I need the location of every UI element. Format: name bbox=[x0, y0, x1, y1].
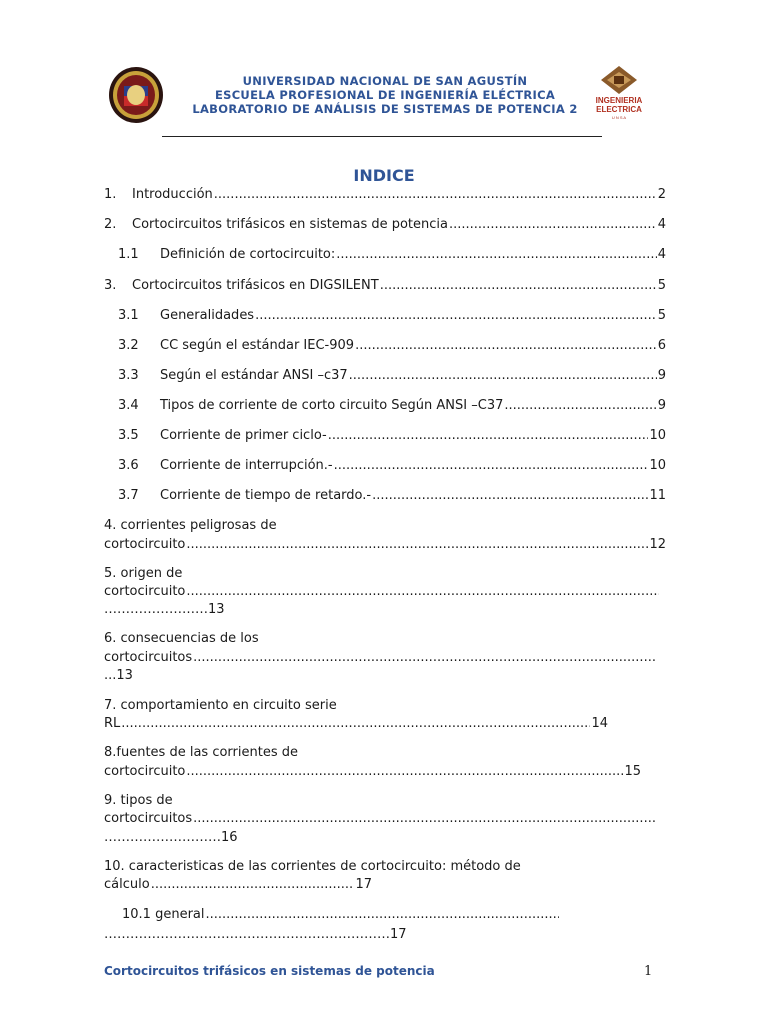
toc-entry-line2[interactable]: cortocircuitos ..... bbox=[104, 649, 656, 667]
toc-entry-line1[interactable]: 4. corrientes peligrosas de bbox=[104, 518, 277, 533]
university-seal-logo bbox=[108, 66, 164, 124]
toc-entry-line3[interactable]: ……………………13 bbox=[104, 602, 225, 617]
toc-entry-line1[interactable]: 10. caracteristicas de las corrientes de cortocircuito: método de bbox=[104, 859, 521, 874]
toc-entry[interactable]: 3.2 CC según el estándar IEC-909 ..... 6 bbox=[104, 337, 666, 355]
toc-entry-line2[interactable]: RL ..... 14 bbox=[104, 715, 608, 733]
toc-entry[interactable]: 3.7 Corriente de tiempo de retardo.- ..... 11 bbox=[104, 487, 666, 505]
toc-entry-line2[interactable]: cortocircuito ..... 15 bbox=[104, 763, 641, 781]
toc-entry-line1[interactable]: 10.1 general ..... bbox=[122, 906, 560, 924]
toc-entry[interactable]: 1. Introducción ..... 2 bbox=[104, 186, 666, 204]
header-divider bbox=[162, 136, 602, 137]
toc-entry[interactable]: 2. Cortocircuitos trifásicos en sistemas de potencia ..... 4 bbox=[104, 216, 666, 234]
toc-title: INDICE bbox=[353, 166, 415, 185]
logo-text-unsa: U N S A bbox=[611, 115, 627, 120]
toc-entry-line3[interactable]: ...13 bbox=[104, 668, 133, 683]
toc-entry-line1[interactable]: 5. origen de bbox=[104, 566, 183, 581]
toc-entry[interactable]: 3.4 Tipos de corriente de corto circuito Según ANSI –C37 ..... 9 bbox=[104, 397, 666, 415]
toc-entry-line2[interactable]: cortocircuito ..... 12 bbox=[104, 536, 666, 554]
toc-entry-line1[interactable]: 7. comportamiento en circuito serie bbox=[104, 698, 337, 713]
toc-entry-line2[interactable]: cortocircuito ..... bbox=[104, 583, 660, 601]
page-number: 1 bbox=[644, 964, 653, 979]
logo-text-ingenieria: INGENIERIA bbox=[595, 96, 643, 105]
footer-title: Cortocircuitos trifásicos en sistemas de potencia bbox=[104, 964, 435, 978]
toc-entry-line3[interactable]: ………………………16 bbox=[104, 830, 238, 845]
toc-entry-line2[interactable]: cortocircuitos ..... bbox=[104, 810, 656, 828]
toc-entry[interactable]: 1.1 Definición de cortocircuito: ..... 4 bbox=[104, 246, 666, 264]
logo-text-electrica: ELECTRICA bbox=[596, 105, 642, 114]
toc-entry-line1[interactable]: 8.fuentes de las corrientes de bbox=[104, 745, 298, 760]
toc-entry[interactable]: 3.1 Generalidades ..... 5 bbox=[104, 307, 666, 325]
toc-entry-line1[interactable]: 9. tipos de bbox=[104, 793, 173, 808]
toc-entry-line2[interactable]: cálculo ..... 17 bbox=[104, 876, 372, 894]
toc-entry[interactable]: 3.5 Corriente de primer ciclo- ..... 10 bbox=[104, 427, 666, 445]
toc-entry[interactable]: 3. Cortocircuitos trifásicos en DIGSILENT ..... 5 bbox=[104, 277, 666, 295]
header-titles bbox=[180, 74, 590, 116]
university-name: UNIVERSIDAD NACIONAL DE SAN AGUSTÍN bbox=[242, 74, 528, 88]
toc-entry-line2[interactable]: …………………………………………………………17 bbox=[104, 927, 407, 942]
lab-name: LABORATORIO DE ANÁLISIS DE SISTEMAS DE POTENCIA 2 bbox=[192, 102, 578, 116]
toc-entry[interactable]: 3.6 Corriente de interrupción.- ..... 10 bbox=[104, 457, 666, 475]
school-name: ESCUELA PROFESIONAL DE INGENIERÍA ELÉCTRICA bbox=[214, 88, 556, 102]
toc-entry[interactable]: 3.3 Según el estándar ANSI –c37 ..... 9 bbox=[104, 367, 666, 385]
ingenieria-electrica-logo bbox=[590, 64, 648, 122]
toc-entry-line1[interactable]: 6. consecuencias de los bbox=[104, 631, 259, 646]
